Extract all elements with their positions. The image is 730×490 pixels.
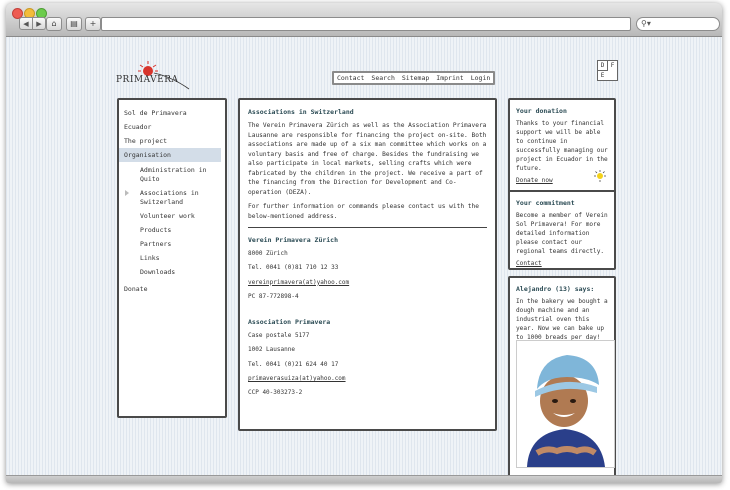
sidebar-subitem-label: Associations in Switzerland — [140, 189, 199, 206]
lausanne-postal-account: CCP 40-303273-2 — [248, 389, 303, 397]
zurich-city: 8000 Zürich — [248, 250, 288, 257]
nav-search-link[interactable]: Search — [371, 74, 395, 82]
zurich-phone: Tel. 0041 (0)81 710 12 33 — [248, 264, 339, 272]
donate-now-link[interactable]: Donate now — [516, 177, 553, 184]
sun-logo-icon — [114, 53, 194, 93]
commitment-text: Become a member of Verein Sol Primavera! For more detailed information please contact our regional teams directly. — [516, 212, 608, 255]
page-viewport — [6, 37, 722, 475]
home-button[interactable]: ⌂ — [46, 17, 62, 31]
language-d[interactable]: D — [598, 61, 608, 71]
intro-paragraph: The Verein Primavera Zürich as well as the Association Primavera Lausanne are responsible for financing the project on-site. Both associations are made up of a six man committee which works on a voluntary basis and free of charge. Besides the fundraising we also participate in local markets, selling crafts which were fabricated by the children in the project. We receive a part of the financing from the Direction for Development and Co-operation (DEZA). — [248, 122, 487, 196]
testimonial-text: In the bakery we bought a dough machine and an industrial oven this year. Now we can bake up to 1000 breads per day! — [516, 298, 608, 341]
sidebar-navigation — [117, 98, 227, 418]
current-page-arrow-icon — [125, 190, 129, 196]
nav-sitemap-link[interactable]: Sitemap — [401, 74, 430, 82]
testimonial-heading: Alejandro (13) says: — [516, 285, 595, 293]
donation-text: Thanks to your financial support we will be able to continue in successfully managing our project in Ecuador in the future. — [516, 120, 608, 172]
sidebar-subitem-volunteer-work[interactable]: Volunteer work — [140, 212, 195, 220]
forward-button[interactable]: ▶ — [33, 17, 46, 30]
contact-link[interactable]: Contact — [516, 260, 542, 267]
lausanne-case: Case postale 5177 — [248, 332, 310, 340]
language-switcher — [597, 60, 618, 81]
page-title: Associations in Switzerland — [248, 108, 354, 116]
zurich-email-link[interactable]: vereinprimavera(at)yahoo.com — [248, 278, 350, 286]
commitment-heading: Your commitment — [516, 199, 575, 207]
sidebar-item-sol-de-primavera[interactable]: Sol de Primavera — [124, 109, 187, 117]
zurich-heading: Verein Primavera Zürich — [248, 236, 339, 244]
top-navigation — [332, 71, 495, 85]
sidebar-subitem-links[interactable]: Links — [140, 254, 160, 262]
commitment-box — [508, 190, 616, 270]
sidebar-subitem-partners[interactable]: Partners — [140, 240, 172, 248]
address-bar[interactable] — [101, 17, 631, 31]
back-button[interactable]: ◀ — [19, 17, 33, 30]
site-logo[interactable] — [114, 53, 194, 93]
nav-contact-link[interactable]: Contact — [337, 74, 365, 82]
language-f[interactable]: F — [610, 62, 615, 69]
child-photo — [516, 340, 615, 468]
main-content — [238, 98, 497, 431]
browser-window — [6, 3, 722, 483]
language-e[interactable]: E — [600, 72, 605, 79]
sidebar-subitem-downloads[interactable]: Downloads — [140, 268, 176, 276]
donation-heading: Your donation — [516, 107, 567, 115]
logo-text: PRIMAVERA — [116, 75, 179, 85]
divider — [248, 227, 487, 228]
history-buttons — [19, 17, 46, 30]
add-bookmark-button[interactable]: + — [85, 17, 101, 31]
contact-paragraph: For further information or commands please contact us with the below-mentioned address. — [248, 203, 479, 220]
browser-search-field[interactable] — [636, 17, 720, 31]
sidebar-item-ecuador[interactable]: Ecuador — [124, 123, 152, 131]
print-button[interactable]: ▤ — [66, 17, 82, 31]
search-icon: ⚲▾ — [641, 19, 651, 28]
sidebar-subitem-products[interactable]: Products — [140, 226, 172, 234]
lausanne-email-link[interactable]: primaverasuiza(at)yahoo.com — [248, 375, 346, 383]
zurich-postal-account: PC 87-772898-4 — [248, 292, 299, 300]
browser-toolbar — [6, 3, 722, 37]
sidebar-subitem-administration[interactable]: Administration in Quito — [140, 166, 207, 183]
lausanne-city: 1002 Lausanne — [248, 346, 295, 354]
nav-imprint-link[interactable]: Imprint — [436, 74, 464, 82]
nav-login-link[interactable]: Login — [470, 74, 491, 82]
sun-icon — [594, 170, 606, 182]
browser-status-bar — [6, 475, 722, 483]
sidebar-item-the-project[interactable]: The project — [124, 137, 168, 145]
testimonial-box — [508, 276, 616, 475]
sidebar-subitem-associations-switzerland[interactable] — [119, 189, 225, 207]
sidebar-item-donate[interactable]: Donate — [124, 285, 148, 293]
lausanne-phone: Tel. 0041 (0)21 624 40 17 — [248, 360, 339, 368]
lausanne-heading: Association Primavera — [248, 318, 331, 327]
sidebar-item-organisation[interactable]: Organisation — [119, 148, 221, 162]
